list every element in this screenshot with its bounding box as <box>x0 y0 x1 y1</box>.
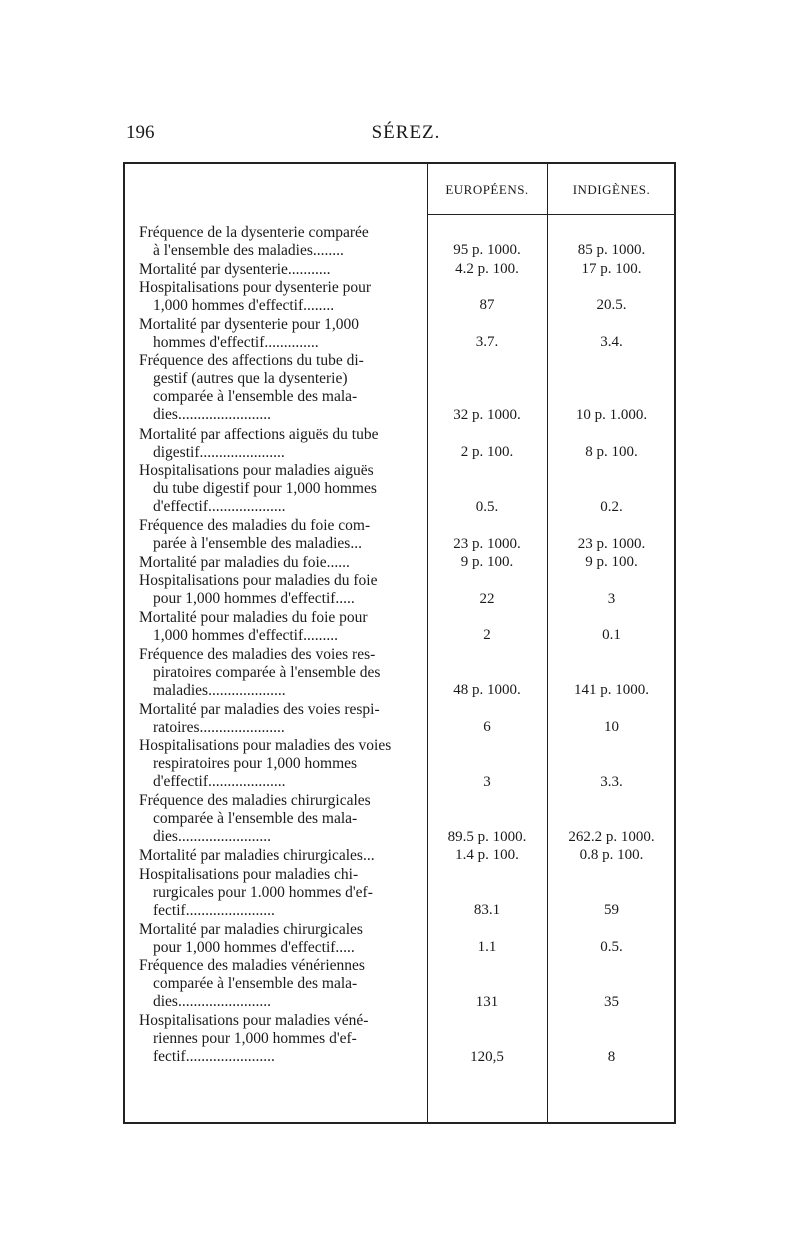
row-label-line: Hospitalisations pour dysenterie pour <box>139 278 372 296</box>
value-natives: 3.4. <box>600 333 623 350</box>
row-label-line: gestif (autres que la dysenterie) <box>153 370 348 388</box>
row-label-line: digestif...................... <box>153 443 285 461</box>
value-natives: 59 <box>604 902 619 919</box>
row-label-line: fectif....................... <box>153 1048 275 1066</box>
row-label-line: hommes d'effectif.............. <box>153 333 319 351</box>
row-label <box>139 462 421 516</box>
value-natives: 8 p. 100. <box>585 443 638 460</box>
row-label <box>139 352 421 424</box>
value-natives: 35 <box>604 993 619 1010</box>
row-label-line: dies........................ <box>153 828 271 846</box>
row-label-line: ratoires...................... <box>153 718 285 736</box>
row-label <box>139 279 421 315</box>
row-label-line: dies........................ <box>153 406 271 424</box>
header-rule <box>427 214 674 215</box>
row-label-line: Hospitalisations pour maladies véné- <box>139 1012 369 1030</box>
row-label-line: Mortalité par maladies chirurgicales... <box>139 847 375 865</box>
row-label-line: dies........................ <box>153 993 271 1011</box>
row-label <box>139 572 421 608</box>
value-europeans: 48 p. 1000. <box>453 682 521 699</box>
page-number: 196 <box>126 122 155 143</box>
row-label <box>139 554 421 572</box>
value-europeans: 131 <box>475 993 499 1010</box>
row-label-line: Mortalité pour maladies du foie pour <box>139 608 368 626</box>
value-natives: 17 p. 100. <box>581 260 642 277</box>
row-label-line: Hospitalisations pour maladies des voies <box>139 737 392 755</box>
value-natives: 9 p. 100. <box>585 553 638 570</box>
row-label-line: à l'ensemble des maladies........ <box>153 242 344 259</box>
value-natives: 0.8 p. 100. <box>579 847 644 864</box>
row-label-line: 1,000 hommes d'effectif......... <box>153 626 339 644</box>
row-label-line: riennes pour 1,000 hommes d'ef- <box>153 1030 357 1048</box>
value-europeans: 87 <box>479 297 495 314</box>
value-natives: 141 p. 1000. <box>574 682 649 699</box>
value-europeans: 32 p. 1000. <box>453 407 521 424</box>
row-label <box>139 316 421 352</box>
value-natives: 0.1 <box>602 627 621 644</box>
row-label-line: 1,000 hommes d'effectif........ <box>153 296 335 314</box>
column-header-europeans: EUROPÉENS. <box>445 182 529 197</box>
value-europeans: 95 p. 1000. <box>453 242 521 259</box>
row-label <box>139 646 421 700</box>
value-europeans: 83.1 <box>473 902 501 919</box>
row-label <box>139 517 421 553</box>
value-europeans: 22 <box>479 590 495 607</box>
row-label-line: pour 1,000 hommes d'effectif..... <box>153 590 355 608</box>
row-label-line: respiratoires pour 1,000 hommes <box>153 755 358 773</box>
row-label-line: Fréquence des maladies des voies res- <box>139 645 376 663</box>
value-europeans: 1.1 <box>477 938 497 955</box>
row-label-line: Fréquence des maladies chirurgicales <box>139 792 371 810</box>
row-label <box>139 701 421 737</box>
row-label <box>139 866 421 920</box>
value-natives: 10 p. 1.000. <box>575 407 648 424</box>
row-label <box>139 921 421 957</box>
value-natives: 0.2. <box>600 498 623 515</box>
row-label-line: d'effectif.................... <box>153 498 286 516</box>
row-label <box>139 737 421 791</box>
value-natives: 23 p. 1000. <box>577 535 646 552</box>
value-europeans: 3 <box>483 773 491 790</box>
row-label <box>139 224 421 260</box>
value-europeans: 9 p. 100. <box>460 553 514 570</box>
value-natives: 85 p. 1000. <box>577 242 646 259</box>
value-europeans: 3.7. <box>475 333 499 350</box>
row-label-line: comparée à l'ensemble des mala- <box>153 388 358 406</box>
row-label-line: Mortalité par dysenterie........... <box>139 260 331 278</box>
row-label-line: piratoires comparée à l'ensemble des <box>153 663 381 681</box>
row-label-line: Mortalité par maladies chirurgicales <box>139 920 363 938</box>
value-natives: 3.3. <box>600 773 623 790</box>
row-label <box>139 1012 421 1066</box>
row-label-line: comparée à l'ensemble des mala- <box>153 975 358 993</box>
row-label-line: fectif....................... <box>153 901 275 919</box>
row-label-line: Hospitalisations pour maladies chi- <box>139 865 359 883</box>
value-europeans: 2 p. 100. <box>460 443 514 460</box>
value-europeans: 23 p. 1000. <box>453 535 521 552</box>
value-europeans: 1.4 p. 100. <box>455 847 519 864</box>
value-natives: 20.5. <box>596 297 627 314</box>
row-label-line: Mortalité par affections aiguës du tube <box>139 425 379 443</box>
row-label-line: Fréquence des maladies vénériennes <box>139 957 365 975</box>
value-natives: 3 <box>607 590 616 607</box>
row-label-line: d'effectif.................... <box>153 773 286 791</box>
row-label-line: Mortalité par maladies du foie...... <box>139 553 350 571</box>
row-label-line: parée à l'ensemble des maladies... <box>153 535 362 553</box>
row-label-line: rurgicales pour 1.000 hommes d'ef- <box>153 883 373 901</box>
row-label-line: Fréquence des maladies du foie com- <box>139 517 371 535</box>
page-header <box>126 122 686 146</box>
row-label-line: maladies.................... <box>153 681 286 699</box>
value-natives: 10 <box>604 718 619 735</box>
row-label <box>139 792 421 846</box>
value-europeans: 120,5 <box>470 1048 504 1065</box>
value-europeans: 6 <box>483 718 491 735</box>
row-label-line: Mortalité par maladies des voies respi- <box>139 700 380 718</box>
value-europeans: 89.5 p. 1000. <box>447 828 527 845</box>
row-label <box>139 609 421 645</box>
row-label-line: Hospitalisations pour maladies aiguës <box>139 462 374 480</box>
running-title: SÉREZ. <box>371 122 441 143</box>
value-europeans: 4.2 p. 100. <box>455 260 519 277</box>
value-natives: 0.5. <box>600 938 623 955</box>
value-natives: 8 <box>607 1048 616 1065</box>
column-header-natives: INDIGÈNES. <box>572 182 651 197</box>
row-label-line: Fréquence de la dysenterie comparée <box>139 224 369 241</box>
row-label-line: Fréquence des affections du tube di- <box>139 352 364 370</box>
row-label <box>139 847 421 865</box>
row-label-line: du tube digestif pour 1,000 hommes <box>153 480 377 498</box>
row-label <box>139 261 421 279</box>
statistics-table <box>123 162 676 1124</box>
row-label-line: Hospitalisations pour maladies du foie <box>139 572 378 590</box>
value-europeans: 2 <box>483 627 491 644</box>
row-label <box>139 957 421 1011</box>
value-natives: 262.2 p. 1000. <box>568 828 655 845</box>
row-label-line: Mortalité par dysenterie pour 1,000 <box>139 315 359 333</box>
row-label-line: pour 1,000 hommes d'effectif..... <box>153 938 355 956</box>
row-label-line: comparée à l'ensemble des mala- <box>153 810 358 828</box>
row-label <box>139 426 421 462</box>
value-europeans: 0.5. <box>475 498 499 515</box>
